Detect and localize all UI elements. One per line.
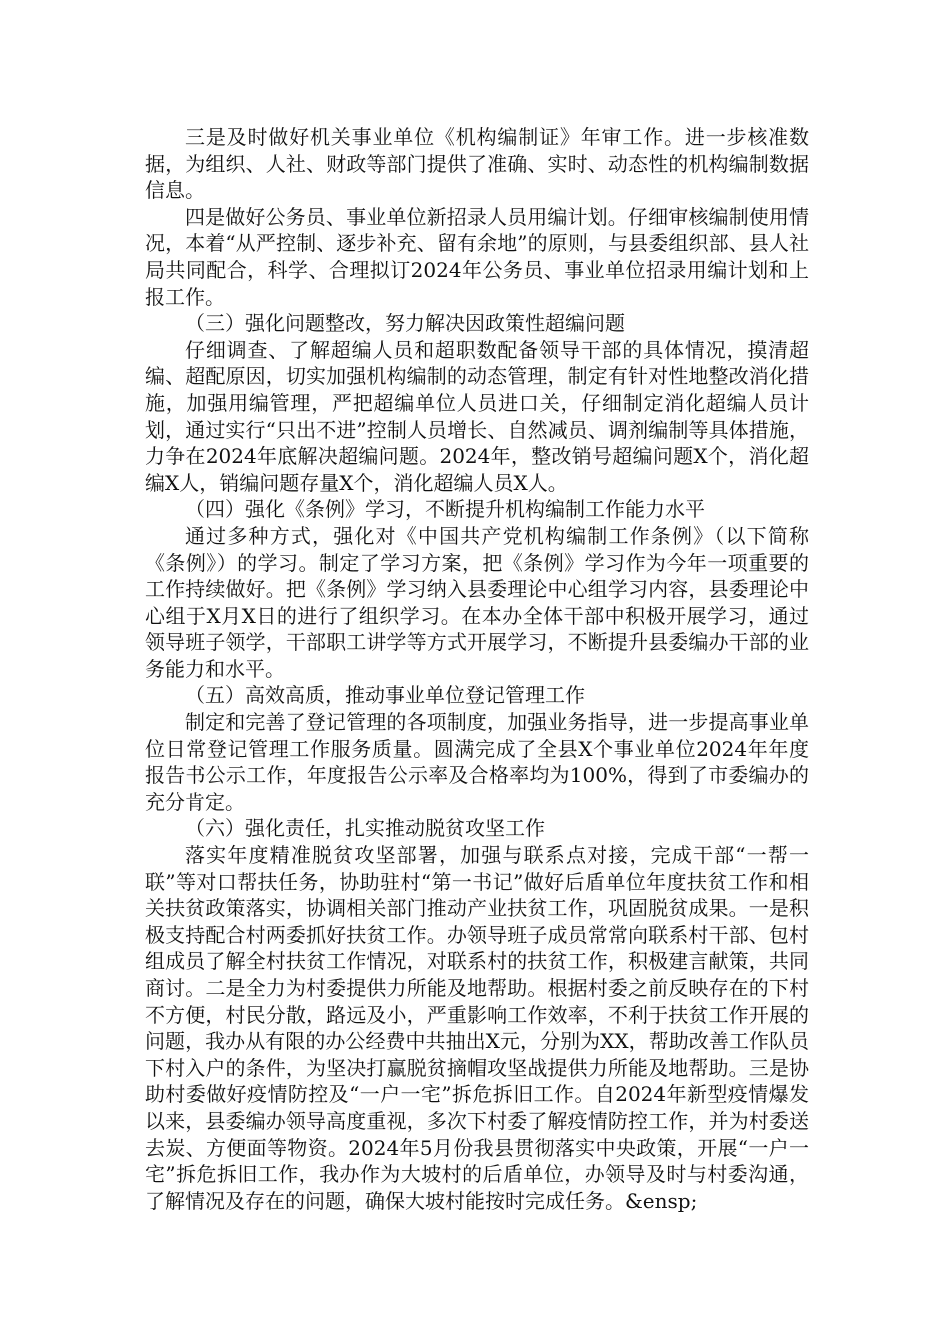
paragraph-poverty-alleviation: 落实年度精准脱贫攻坚部署，加强与联系点对接，完成干部“一帮一联”等对口帮扶任务，协助驻村“第一书记”做好后盾单位年度扶贫工作和相关扶贫政策落实，协调相关部门推动产业扶贫工作，巩固脱贫成果。一是积极支持配合村两委抓好扶贫工作。办领导班子成员常常向联系村干部、包村组成员了解全村扶贫工作情况，对联系村的扶贫工作，积极建言献策，共同商讨。二是全力为村委提供力所能及地帮助。根据村委之前反映存在的下村不方便，村民分散，路远及小，严重影响工作效率，不利于扶贫工作开展的问题，我办从有限的办公经费中共抽出X元，分别为XX，帮助改善工作队员下村入户的条件，为坚决打赢脱贫摘帽攻坚战提供力所能及地帮助。三是协助村委做好疫情防控及“一户一宅”拆危拆旧工作。自2024年新型疫情爆发以来，县委编办领导高度重视，多次下村委了解疫情防控工作，并为村委送去炭、方便面等物资。2024年5月份我县贯彻落实中央政策，开展“一户一宅”拆危拆旧工作，我办作为大坡村的后盾单位，办领导及时与村委沟通，了解情况及存在的问题，确保大坡村能按时完成任务。&ensp; [145, 843, 809, 1213]
section-heading-6: （六）强化责任，扎实推动脱贫攻坚工作 [185, 816, 545, 841]
paragraph-annual-review: 三是及时做好机关事业单位《机构编制证》年审工作。进一步核准数据，为组织、人社、财政等部门提供了准确、实时、动态性的机构编制数据信息。 [145, 125, 809, 203]
paragraph-overstaffing: 仔细调查、了解超编人员和超职数配备领导干部的具体情况，摸清超编、超配原因，切实加强机构编制的动态管理，制定有针对性地整改消化措施，加强用编管理，严把超编单位人员进口关，仔细制定消化超编人员计划，通过实行“只出不进”控制人员增长、自然减员、调剂编制等具体措施，力争在2024年底解决超编问题。2024年，整改销号超编问题X个，消化超编X人，销编问题存量X个，消化超编人员X人。 [145, 337, 809, 495]
paragraph-recruitment-plan: 四是做好公务员、事业单位新招录人员用编计划。仔细审核编制使用情况，本着“从严控制、逐步补充、留有余地”的原则，与县委组织部、县人社局共同配合，科学、合理拟订2024年公务员、事业单位招录用编计划和上报工作。 [145, 204, 809, 309]
paragraph-registration: 制定和完善了登记管理的各项制度，加强业务指导，进一步提高事业单位日常登记管理工作服务质量。圆满完成了全县X个事业单位2024年年度报告书公示工作，年度报告公示率及合格率均为100%，得到了市委编办的充分肯定。 [145, 710, 809, 814]
section-heading-5: （五）高效高质，推动事业单位登记管理工作 [185, 683, 585, 708]
section-heading-4: （四）强化《条例》学习，不断提升机构编制工作能力水平 [185, 497, 705, 522]
paragraph-regulation-study: 通过多种方式，强化对《中国共产党机构编制工作条例》（以下简称《条例》）的学习。制定了学习方案，把《条例》学习作为今年一项重要的工作持续做好。把《条例》学习纳入县委理论中心组学习内容，县委理论中心组于X月X日的进行了组织学习。在本办全体干部中积极开展学习，通过领导班子领学，干部职工讲学等方式开展学习，不断提升县委编办干部的业务能力和水平。 [145, 523, 809, 681]
section-heading-3: （三）强化问题整改，努力解决因政策性超编问题 [185, 311, 625, 336]
document-body [145, 124, 809, 1214]
